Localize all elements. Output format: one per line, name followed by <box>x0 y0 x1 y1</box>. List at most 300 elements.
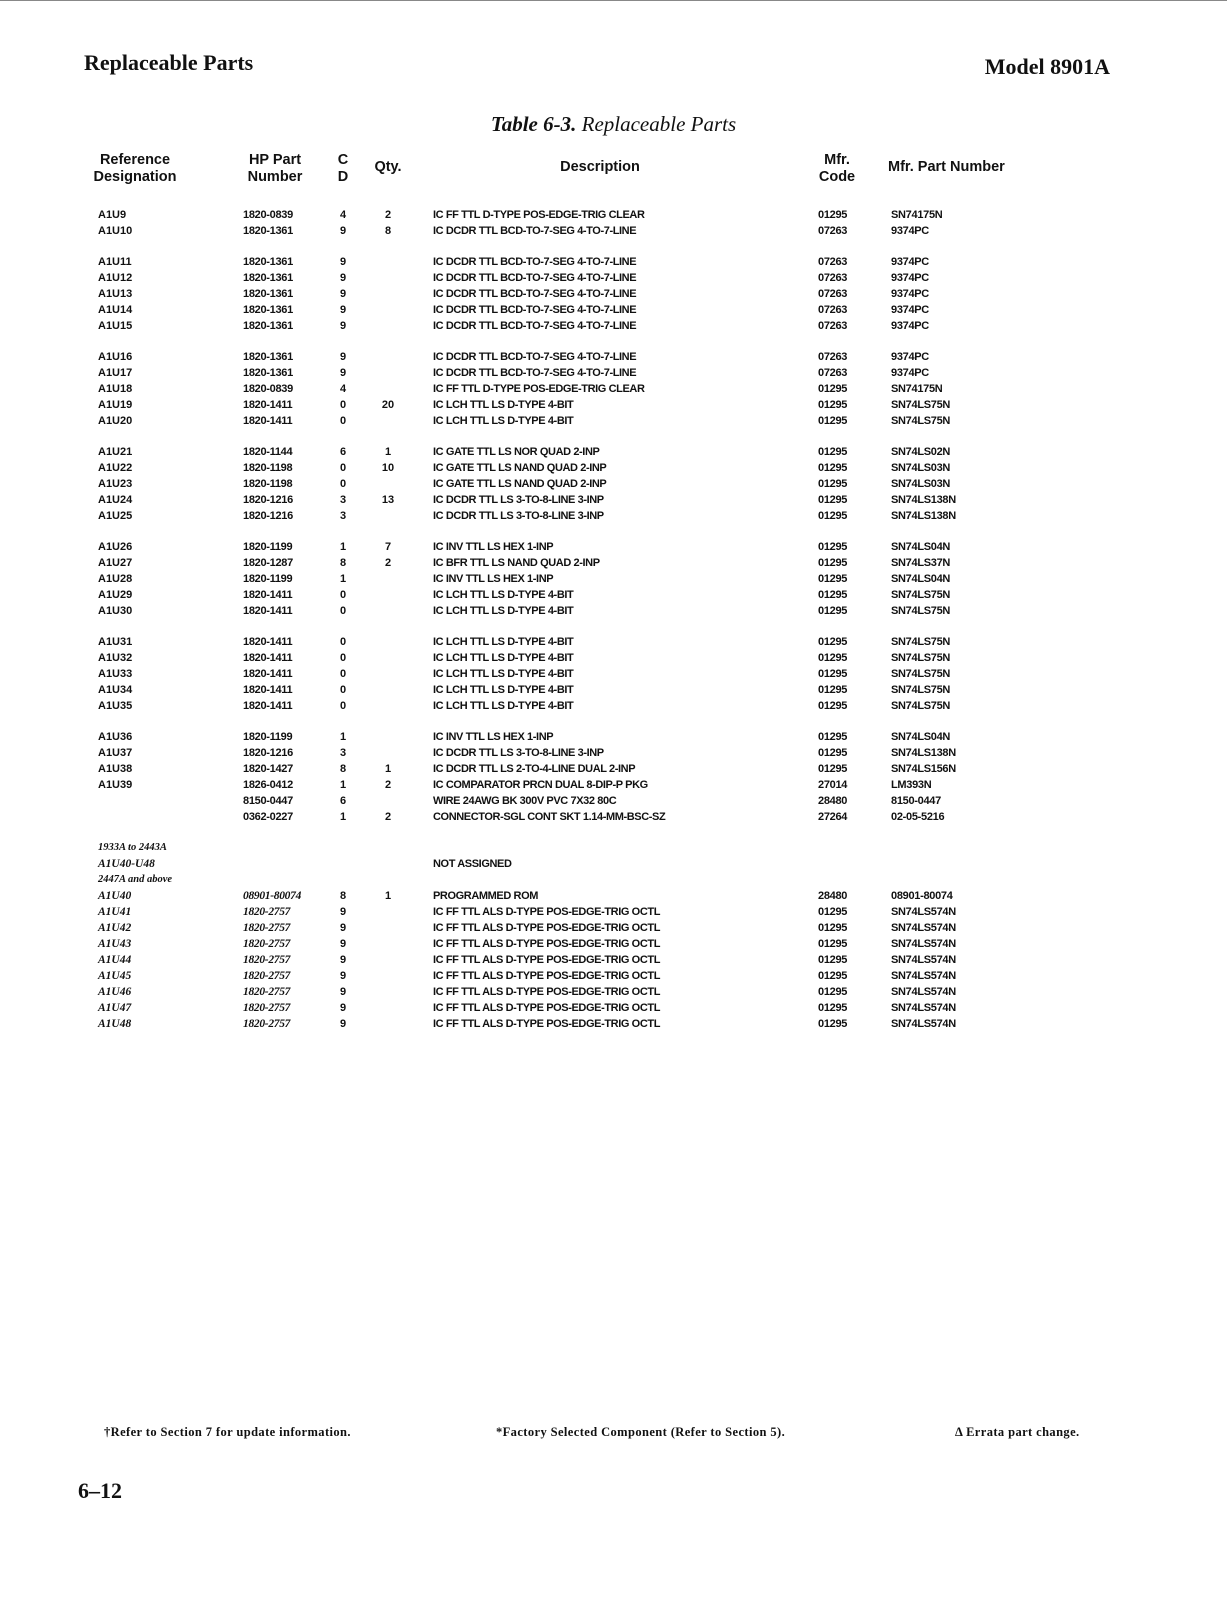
hp-part-number-cell: 1820-1144 <box>243 446 293 458</box>
mfr-code-cell: 27014 <box>818 779 848 791</box>
check-digit-cell: 1 <box>339 541 347 553</box>
description-cell: IC LCH TTL LS D-TYPE 4-BIT <box>433 605 574 617</box>
reference-designation-cell: A1U20 <box>98 415 133 427</box>
mfr-code-cell: 01295 <box>818 700 848 712</box>
check-digit-cell: 4 <box>339 383 347 395</box>
check-digit-cell: 9 <box>339 970 347 982</box>
reference-designation-cell: A1U24 <box>98 494 133 506</box>
reference-designation-cell: A1U44 <box>98 954 132 966</box>
reference-designation-cell: A1U27 <box>98 557 133 569</box>
mfr-part-number-cell: SN74175N <box>891 383 943 395</box>
table-row <box>0 587 1227 603</box>
serial-range-note <box>0 840 1227 856</box>
quantity-cell: 7 <box>384 541 392 553</box>
description-cell: IC LCH TTL LS D-TYPE 4-BIT <box>433 589 574 601</box>
check-digit-cell: 9 <box>339 367 347 379</box>
column-header-mfr-code <box>812 152 862 186</box>
mfr-code-cell: 01295 <box>818 731 848 743</box>
mfr-part-number-cell: 08901-80074 <box>891 890 953 902</box>
mfr-code-cell: 01295 <box>818 668 848 680</box>
quantity-cell: 20 <box>381 399 395 411</box>
check-digit-cell: 0 <box>339 636 347 648</box>
page-number: 6–12 <box>78 1478 122 1503</box>
hp-part-number-cell: 1820-1216 <box>243 747 293 759</box>
quantity-cell: 13 <box>381 494 395 506</box>
mfr-part-number-cell: 02-05-5216 <box>891 811 945 823</box>
table-row <box>0 1000 1227 1016</box>
column-header-description: Description <box>560 159 640 175</box>
column-header-cd <box>333 152 353 186</box>
table-row <box>0 571 1227 587</box>
reference-designation-cell: A1U9 <box>98 209 127 221</box>
reference-designation-cell: A1U36 <box>98 731 133 743</box>
mfr-part-number-cell: SN74LS75N <box>891 684 951 696</box>
reference-designation-cell: A1U23 <box>98 478 133 490</box>
hp-part-number-cell: 1820-1361 <box>243 367 293 379</box>
mfr-part-number-cell: SN74LS75N <box>891 652 951 664</box>
mfr-code-cell: 28480 <box>818 890 848 902</box>
mfr-part-number-cell: SN74LS75N <box>891 700 951 712</box>
reference-designation-cell: A1U40 <box>98 890 132 902</box>
hp-part-number-cell: 1820-1361 <box>243 351 293 363</box>
mfr-code-cell: 01295 <box>818 684 848 696</box>
hp-part-number-cell: 1820-1198 <box>243 462 293 474</box>
description-cell: IC DCDR TTL LS 3-TO-8-LINE 3-INP <box>433 494 604 506</box>
mfr-code-cell: 01295 <box>818 605 848 617</box>
mfr-part-number-cell: 9374PC <box>891 256 929 268</box>
hp-part-number-cell: 1820-1361 <box>243 288 293 300</box>
mfr-code-cell: 01295 <box>818 510 848 522</box>
description-cell: IC FF TTL ALS D-TYPE POS-EDGE-TRIG OCTL <box>433 954 661 966</box>
table-title <box>0 112 1227 137</box>
hp-part-number-cell: 0362-0227 <box>243 811 293 823</box>
table-row <box>0 460 1227 476</box>
check-digit-cell: 0 <box>339 589 347 601</box>
reference-designation-cell: A1U37 <box>98 747 133 759</box>
reference-designation-cell: A1U33 <box>98 668 133 680</box>
description-cell: IC FF TTL ALS D-TYPE POS-EDGE-TRIG OCTL <box>433 1018 661 1030</box>
table-row <box>0 397 1227 413</box>
reference-designation-cell: 1933A to 2443A <box>98 842 167 853</box>
mfr-part-number-cell: SN74LS574N <box>891 970 956 982</box>
mfr-part-number-cell: SN74LS574N <box>891 922 956 934</box>
reference-designation-cell: A1U32 <box>98 652 133 664</box>
mfr-code-cell: 07263 <box>818 272 848 284</box>
check-digit-cell: 0 <box>339 652 347 664</box>
quantity-cell: 8 <box>384 225 392 237</box>
reference-designation-cell: A1U17 <box>98 367 133 379</box>
check-digit-cell: 9 <box>339 954 347 966</box>
mfr-code-cell: 01295 <box>818 462 848 474</box>
mfr-code-cell: 27264 <box>818 811 848 823</box>
mfr-code-cell: 07263 <box>818 304 848 316</box>
mfr-part-number-cell: SN74LS04N <box>891 541 951 553</box>
mfr-code-cell: 01295 <box>818 494 848 506</box>
table-row <box>0 904 1227 920</box>
quantity-cell: 2 <box>384 779 392 791</box>
table-row <box>0 539 1227 555</box>
table-row <box>0 476 1227 492</box>
table-row <box>0 318 1227 334</box>
table-row <box>0 650 1227 666</box>
reference-designation-cell: A1U11 <box>98 256 132 268</box>
check-digit-cell: 1 <box>339 779 347 791</box>
description-cell: PROGRAMMED ROM <box>433 890 539 902</box>
mfr-part-number-cell: 9374PC <box>891 225 929 237</box>
reference-designation-cell: A1U30 <box>98 605 133 617</box>
reference-designation-cell: A1U19 <box>98 399 133 411</box>
check-digit-cell: 1 <box>339 731 347 743</box>
mfr-part-number-cell: 9374PC <box>891 304 929 316</box>
mfr-code-cell: 01295 <box>818 478 848 490</box>
check-digit-cell: 9 <box>339 225 347 237</box>
hp-part-number-cell: 1820-2757 <box>243 922 291 934</box>
description-cell: IC LCH TTL LS D-TYPE 4-BIT <box>433 684 574 696</box>
reference-designation-cell: A1U15 <box>98 320 133 332</box>
quantity-cell: 1 <box>384 763 392 775</box>
description-cell: IC INV TTL LS HEX 1-INP <box>433 731 554 743</box>
table-row <box>0 809 1227 825</box>
page-top-rule <box>0 0 1227 1</box>
hp-part-number-cell: 08901-80074 <box>243 890 302 902</box>
check-digit-cell: 3 <box>339 510 347 522</box>
mfr-code-cell: 01295 <box>818 636 848 648</box>
mfr-code-cell: 01295 <box>818 922 848 934</box>
hp-part-number-cell: 1820-2757 <box>243 970 291 982</box>
hp-part-number-cell: 1820-1216 <box>243 510 293 522</box>
footnote-factory-selected: *Factory Selected Component (Refer to Section 5). <box>496 1425 786 1439</box>
mfr-code-cell: 01295 <box>818 557 848 569</box>
mfr-code-cell: 01295 <box>818 954 848 966</box>
check-digit-cell: 8 <box>339 763 347 775</box>
hp-part-number-cell: 1820-1361 <box>243 272 293 284</box>
table-row <box>0 856 1227 872</box>
hp-part-number-cell: 1820-0839 <box>243 209 293 221</box>
table-row <box>0 984 1227 1000</box>
check-digit-cell: 9 <box>339 351 347 363</box>
hp-part-number-cell: 1820-1411 <box>243 415 293 427</box>
description-cell: IC GATE TTL LS NAND QUAD 2-INP <box>433 462 607 474</box>
mfr-part-number-cell: SN74LS75N <box>891 399 951 411</box>
table-row <box>0 555 1227 571</box>
table-title-text: Replaceable Parts <box>581 112 737 136</box>
quantity-cell: 2 <box>384 557 392 569</box>
reference-designation-cell: A1U21 <box>98 446 133 458</box>
reference-designation-cell: A1U46 <box>98 986 132 998</box>
reference-designation-cell: A1U18 <box>98 383 133 395</box>
mfr-code-cell: 01295 <box>818 573 848 585</box>
table-row <box>0 745 1227 761</box>
mfr-part-number-cell: 9374PC <box>891 320 929 332</box>
hp-part-number-cell: 1820-1361 <box>243 304 293 316</box>
quantity-cell: 10 <box>381 462 395 474</box>
reference-designation-cell: A1U39 <box>98 779 133 791</box>
hp-part-number-cell: 1820-0839 <box>243 383 293 395</box>
check-digit-cell: 0 <box>339 462 347 474</box>
description-cell: IC FF TTL ALS D-TYPE POS-EDGE-TRIG OCTL <box>433 970 661 982</box>
model-title: Model 8901A <box>984 54 1110 79</box>
quantity-cell: 1 <box>384 446 392 458</box>
mfr-part-number-cell: SN74175N <box>891 209 943 221</box>
mfr-code-cell: 01295 <box>818 209 848 221</box>
mfr-code-cell: 28480 <box>818 795 848 807</box>
mfr-code-cell: 07263 <box>818 256 848 268</box>
column-header-mfr-part-number: Mfr. Part Number <box>888 159 1005 175</box>
table-row <box>0 365 1227 381</box>
mfr-code-cell: 01295 <box>818 446 848 458</box>
mfr-part-number-cell: SN74LS04N <box>891 731 951 743</box>
reference-designation-cell: A1U22 <box>98 462 133 474</box>
mfr-part-number-cell: SN74LS37N <box>891 557 951 569</box>
mfr-part-number-cell: 8150-0447 <box>891 795 941 807</box>
table-row <box>0 603 1227 619</box>
check-digit-cell: 9 <box>339 256 347 268</box>
mfr-code-cell: 01295 <box>818 986 848 998</box>
reference-designation-cell: A1U47 <box>98 1002 132 1014</box>
hp-part-number-cell: 1820-1411 <box>243 636 293 648</box>
table-row <box>0 381 1227 397</box>
table-row <box>0 207 1227 223</box>
description-cell: NOT ASSIGNED <box>433 858 512 870</box>
hp-part-number-cell: 1820-2757 <box>243 986 291 998</box>
mfr-code-cell: 01295 <box>818 747 848 759</box>
mfr-part-number-cell: SN74LS156N <box>891 763 956 775</box>
serial-range-note <box>0 872 1227 888</box>
mfr-code-cell: 01295 <box>818 1018 848 1030</box>
reference-designation-cell: A1U28 <box>98 573 133 585</box>
table-row <box>0 413 1227 429</box>
check-digit-cell: 9 <box>339 288 347 300</box>
mfr-part-number-cell: SN74LS574N <box>891 938 956 950</box>
quantity-cell: 2 <box>384 209 392 221</box>
section-title: Replaceable Parts <box>84 50 254 75</box>
column-header-line: Code <box>818 169 856 185</box>
hp-part-number-cell: 1820-1199 <box>243 573 293 585</box>
column-header-line: Reference <box>99 152 171 168</box>
hp-part-number-cell: 1820-1361 <box>243 256 293 268</box>
table-row <box>0 888 1227 904</box>
column-header-qty: Qty. <box>374 159 402 175</box>
hp-part-number-cell: 1820-1411 <box>243 652 293 664</box>
hp-part-number-cell: 8150-0447 <box>243 795 293 807</box>
table-row <box>0 952 1227 968</box>
reference-designation-cell: A1U40-U48 <box>98 858 155 870</box>
check-digit-cell: 3 <box>339 747 347 759</box>
check-digit-cell: 0 <box>339 700 347 712</box>
mfr-part-number-cell: SN74LS574N <box>891 1002 956 1014</box>
table-row <box>0 634 1227 650</box>
description-cell: IC LCH TTL LS D-TYPE 4-BIT <box>433 636 574 648</box>
hp-part-number-cell: 1820-1411 <box>243 684 293 696</box>
table-row <box>0 270 1227 286</box>
hp-part-number-cell: 1820-1216 <box>243 494 293 506</box>
column-header-line: Designation <box>93 169 177 185</box>
check-digit-cell: 0 <box>339 684 347 696</box>
description-cell: IC FF TTL ALS D-TYPE POS-EDGE-TRIG OCTL <box>433 1002 661 1014</box>
table-row <box>0 444 1227 460</box>
table-row <box>0 729 1227 745</box>
reference-designation-cell: A1U41 <box>98 906 132 918</box>
mfr-code-cell: 01295 <box>818 652 848 664</box>
description-cell: IC FF TTL D-TYPE POS-EDGE-TRIG CLEAR <box>433 383 645 395</box>
quantity-cell: 2 <box>384 811 392 823</box>
check-digit-cell: 8 <box>339 890 347 902</box>
table-row <box>0 936 1227 952</box>
mfr-part-number-cell: SN74LS75N <box>891 589 951 601</box>
check-digit-cell: 6 <box>339 446 347 458</box>
mfr-part-number-cell: 9374PC <box>891 351 929 363</box>
quantity-cell: 1 <box>384 890 392 902</box>
mfr-part-number-cell: SN74LS75N <box>891 636 951 648</box>
mfr-part-number-cell: 9374PC <box>891 288 929 300</box>
check-digit-cell: 9 <box>339 304 347 316</box>
mfr-part-number-cell: 9374PC <box>891 367 929 379</box>
reference-designation-cell: 2447A and above <box>98 874 173 885</box>
mfr-code-cell: 01295 <box>818 589 848 601</box>
table-row <box>0 761 1227 777</box>
description-cell: IC DCDR TTL LS 3-TO-8-LINE 3-INP <box>433 747 604 759</box>
hp-part-number-cell: 1820-1361 <box>243 225 293 237</box>
description-cell: CONNECTOR-SGL CONT SKT 1.14-MM-BSC-SZ <box>433 811 666 823</box>
footnote-update: †Refer to Section 7 for update information. <box>104 1425 351 1439</box>
description-cell: IC LCH TTL LS D-TYPE 4-BIT <box>433 652 574 664</box>
description-cell: IC GATE TTL LS NOR QUAD 2-INP <box>433 446 600 458</box>
mfr-part-number-cell: SN74LS138N <box>891 747 956 759</box>
description-cell: IC DCDR TTL BCD-TO-7-SEG 4-TO-7-LINE <box>433 367 637 379</box>
hp-part-number-cell: 1820-2757 <box>243 938 291 950</box>
mfr-part-number-cell: SN74LS03N <box>891 462 951 474</box>
hp-part-number-cell: 1820-1427 <box>243 763 293 775</box>
description-cell: IC GATE TTL LS NAND QUAD 2-INP <box>433 478 607 490</box>
reference-designation-cell: A1U42 <box>98 922 132 934</box>
hp-part-number-cell: 1820-2757 <box>243 906 291 918</box>
description-cell: IC FF TTL ALS D-TYPE POS-EDGE-TRIG OCTL <box>433 922 661 934</box>
reference-designation-cell: A1U45 <box>98 970 132 982</box>
column-header-hp-part <box>240 152 310 186</box>
description-cell: IC DCDR TTL BCD-TO-7-SEG 4-TO-7-LINE <box>433 304 637 316</box>
table-row <box>0 349 1227 365</box>
reference-designation-cell: A1U26 <box>98 541 133 553</box>
mfr-part-number-cell: SN74LS138N <box>891 494 956 506</box>
mfr-part-number-cell: SN74LS138N <box>891 510 956 522</box>
column-header-line: D <box>337 169 349 185</box>
mfr-part-number-cell: SN74LS574N <box>891 954 956 966</box>
mfr-part-number-cell: SN74LS574N <box>891 986 956 998</box>
description-cell: IC FF TTL ALS D-TYPE POS-EDGE-TRIG OCTL <box>433 986 661 998</box>
mfr-part-number-cell: 9374PC <box>891 272 929 284</box>
parts-table-body <box>0 207 1227 1032</box>
check-digit-cell: 9 <box>339 272 347 284</box>
reference-designation-cell: A1U35 <box>98 700 133 712</box>
table-row <box>0 223 1227 239</box>
mfr-code-cell: 07263 <box>818 351 848 363</box>
mfr-code-cell: 07263 <box>818 225 848 237</box>
mfr-code-cell: 01295 <box>818 906 848 918</box>
footnote-errata: Δ Errata part change. <box>955 1425 1080 1439</box>
check-digit-cell: 0 <box>339 605 347 617</box>
description-cell: IC FF TTL ALS D-TYPE POS-EDGE-TRIG OCTL <box>433 906 661 918</box>
check-digit-cell: 9 <box>339 1018 347 1030</box>
mfr-code-cell: 01295 <box>818 1002 848 1014</box>
mfr-code-cell: 01295 <box>818 541 848 553</box>
description-cell: IC DCDR TTL BCD-TO-7-SEG 4-TO-7-LINE <box>433 225 637 237</box>
reference-designation-cell: A1U13 <box>98 288 133 300</box>
check-digit-cell: 0 <box>339 415 347 427</box>
column-header-line: C <box>337 152 349 168</box>
table-row <box>0 492 1227 508</box>
mfr-code-cell: 01295 <box>818 415 848 427</box>
mfr-code-cell: 07263 <box>818 367 848 379</box>
mfr-part-number-cell: SN74LS75N <box>891 605 951 617</box>
description-cell: IC BFR TTL LS NAND QUAD 2-INP <box>433 557 600 569</box>
reference-designation-cell: A1U12 <box>98 272 133 284</box>
check-digit-cell: 9 <box>339 922 347 934</box>
description-cell: IC FF TTL ALS D-TYPE POS-EDGE-TRIG OCTL <box>433 938 661 950</box>
check-digit-cell: 0 <box>339 399 347 411</box>
description-cell: IC DCDR TTL BCD-TO-7-SEG 4-TO-7-LINE <box>433 351 637 363</box>
description-cell: IC LCH TTL LS D-TYPE 4-BIT <box>433 668 574 680</box>
description-cell: IC DCDR TTL BCD-TO-7-SEG 4-TO-7-LINE <box>433 320 637 332</box>
description-cell: IC LCH TTL LS D-TYPE 4-BIT <box>433 399 574 411</box>
check-digit-cell: 9 <box>339 906 347 918</box>
description-cell: WIRE 24AWG BK 300V PVC 7X32 80C <box>433 795 617 807</box>
description-cell: IC INV TTL LS HEX 1-INP <box>433 573 554 585</box>
column-header-line: Mfr. <box>824 152 850 168</box>
description-cell: IC INV TTL LS HEX 1-INP <box>433 541 554 553</box>
mfr-part-number-cell: SN74LS03N <box>891 478 951 490</box>
hp-part-number-cell: 1820-2757 <box>243 954 291 966</box>
reference-designation-cell: A1U14 <box>98 304 133 316</box>
reference-designation-cell: A1U25 <box>98 510 133 522</box>
description-cell: IC COMPARATOR PRCN DUAL 8-DIP-P PKG <box>433 779 648 791</box>
table-row <box>0 286 1227 302</box>
reference-designation-cell: A1U10 <box>98 225 133 237</box>
hp-part-number-cell: 1820-1198 <box>243 478 293 490</box>
description-cell: IC FF TTL D-TYPE POS-EDGE-TRIG CLEAR <box>433 209 645 221</box>
column-header-line: Number <box>247 169 303 185</box>
reference-designation-cell: A1U48 <box>98 1018 132 1030</box>
table-row <box>0 793 1227 809</box>
table-row <box>0 682 1227 698</box>
table-row <box>0 777 1227 793</box>
table-row <box>0 254 1227 270</box>
hp-part-number-cell: 1820-1199 <box>243 541 293 553</box>
check-digit-cell: 9 <box>339 1002 347 1014</box>
mfr-code-cell: 01295 <box>818 763 848 775</box>
check-digit-cell: 8 <box>339 557 347 569</box>
mfr-part-number-cell: SN74LS75N <box>891 668 951 680</box>
hp-part-number-cell: 1820-2757 <box>243 1002 291 1014</box>
description-cell: IC LCH TTL LS D-TYPE 4-BIT <box>433 415 574 427</box>
mfr-code-cell: 01295 <box>818 383 848 395</box>
reference-designation-cell: A1U34 <box>98 684 133 696</box>
mfr-part-number-cell: LM393N <box>891 779 932 791</box>
description-cell: IC DCDR TTL LS 2-TO-4-LINE DUAL 2-INP <box>433 763 636 775</box>
mfr-code-cell: 01295 <box>818 970 848 982</box>
table-row <box>0 302 1227 318</box>
hp-part-number-cell: 1820-1411 <box>243 399 293 411</box>
hp-part-number-cell: 1826-0412 <box>243 779 293 791</box>
mfr-part-number-cell: SN74LS02N <box>891 446 951 458</box>
check-digit-cell: 6 <box>339 795 347 807</box>
description-cell: IC DCDR TTL BCD-TO-7-SEG 4-TO-7-LINE <box>433 272 637 284</box>
mfr-code-cell: 07263 <box>818 288 848 300</box>
check-digit-cell: 9 <box>339 320 347 332</box>
check-digit-cell: 0 <box>339 668 347 680</box>
mfr-code-cell: 07263 <box>818 320 848 332</box>
table-number: Table 6-3. <box>490 112 577 136</box>
column-header-line: HP Part <box>248 152 302 168</box>
